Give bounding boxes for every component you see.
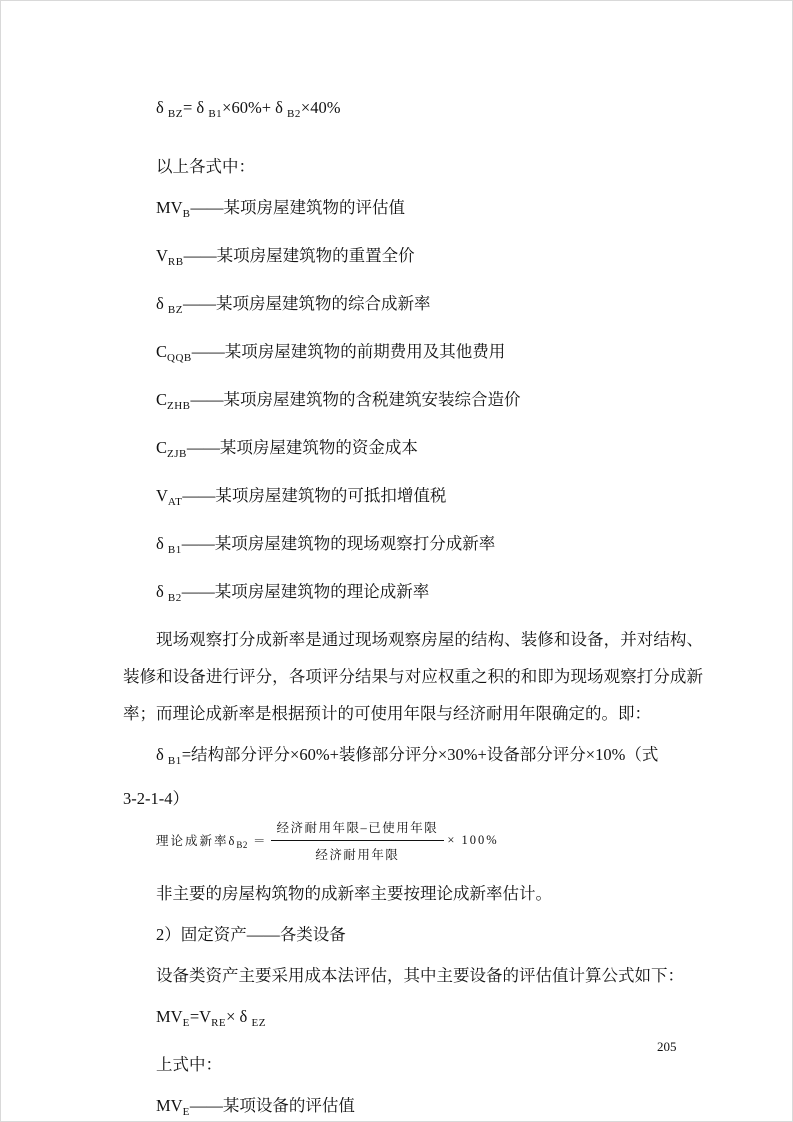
definition-czhb: $C_{ZHB}——$某项房屋建筑物的含税建筑安装综合造价 — [156, 390, 521, 412]
equation-theoretical-rate — [123, 815, 703, 865]
equation-suffix: × 100% — [447, 832, 499, 847]
formula-delta-bz: δ $_{BZ}$= δ $_{B1}$×60%+ δ $_{B2}$×40% — [156, 98, 341, 120]
heading-fixed-assets-equipment: 2）固定资产——各类设备 — [156, 925, 346, 944]
definition-vat: $V_{AT}——$某项房屋建筑物的可抵扣增值税 — [156, 486, 447, 508]
definition-vrb: $V_{RB}——$某项房屋建筑物的重置全价 — [156, 246, 415, 268]
definition-delta-bz: δ $_{BZ}$——某项房屋建筑物的综合成新率 — [156, 294, 431, 316]
intro-line-2: 上式中： — [156, 1055, 222, 1074]
page-number: 205 — [657, 1039, 677, 1054]
formula-mve: $MV_E=V_{RE}\times \delta$ $_{EZ}$ — [156, 1007, 266, 1029]
paragraph-equipment-method: 设备类资产主要采用成本法评估，其中主要设备的评估值计算公式如下： — [156, 966, 684, 985]
fraction-denominator: 经济耐用年限 — [315, 848, 400, 862]
definition-cqqb: $C_{QQB}——$某项房屋建筑物的前期费用及其他费用 — [156, 342, 506, 364]
intro-line: 以上各式中： — [156, 157, 255, 176]
definition-delta-b2: δ $_{B2}$——某项房屋建筑物的理论成新率 — [156, 582, 430, 604]
equation-lead: 理论成新率$\delta_{B2}$ ＝ — [156, 833, 268, 850]
paragraph-scoring-method: 现场观察打分成新率是通过现场观察房屋的结构、装修和设备，并对结构、装修和设备进行评分，各项评分结果与对应权重之积的和即为现场观察打分成新率；而理论成新率是根据预计的可使用年限与经济耐用年限确定的。即： — [123, 630, 703, 723]
document-body — [123, 89, 703, 1122]
fraction-numerator: 经济耐用年限–已使用年限 — [271, 815, 445, 841]
note-non-primary-structures: 非主要的房屋构筑物的成新率主要按理论成新率估计。 — [156, 884, 552, 903]
definition-mve: $MV_E——$某项设备的评估值 — [156, 1096, 355, 1118]
definition-mvb: $MV_B——$某项房屋建筑物的评估值 — [156, 198, 405, 220]
fraction — [271, 815, 445, 865]
definition-delta-b1: δ $_{B1}$——某项房屋建筑物的现场观察打分成新率 — [156, 534, 496, 556]
definition-czjb: $C_{ZJB}——$某项房屋建筑物的资金成本 — [156, 438, 418, 460]
formula-delta-b1-weights: δ $_{B1}$=结构部分评分×60%+装修部分评分×30%+设备部分评分×10%（式 3-2-1-4） — [123, 745, 659, 808]
